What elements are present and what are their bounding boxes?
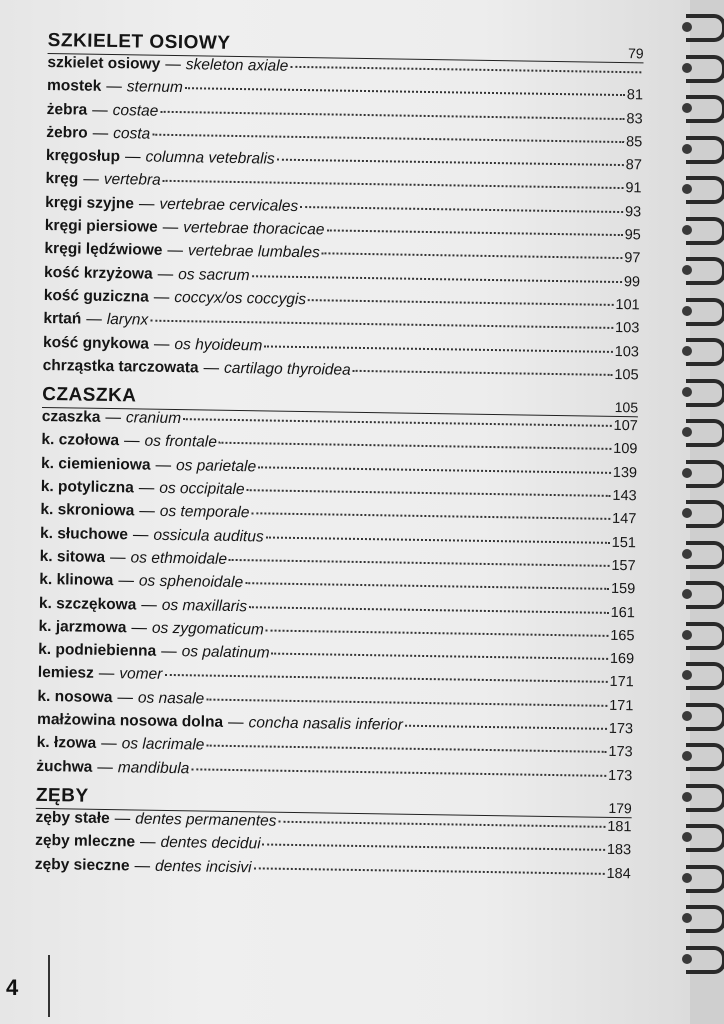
- spiral-coil: [686, 743, 724, 771]
- spiral-coil: [686, 946, 724, 974]
- entry-page-number: 171: [609, 697, 634, 714]
- binding-hole: [682, 427, 692, 437]
- spiral-coil: [686, 257, 724, 285]
- entry-latin-term: ossicula auditus: [153, 526, 264, 546]
- binding-hole: [682, 832, 692, 842]
- dot-leader: [326, 229, 622, 236]
- binding-hole: [682, 508, 692, 518]
- spiral-coil: [686, 419, 724, 447]
- spiral-coil: [686, 703, 724, 731]
- entry-latin-term: mandibula: [117, 758, 190, 777]
- entry-latin-term: costa: [113, 124, 151, 143]
- entry-separator: —: [131, 619, 148, 637]
- entry-page-number: 99: [623, 273, 641, 291]
- entry-page-number: 109: [613, 441, 638, 458]
- entry-page-number: 93: [624, 203, 642, 221]
- dot-leader: [247, 489, 611, 497]
- entry-polish-term: k. jarzmowa: [38, 617, 127, 637]
- dot-leader: [251, 513, 610, 521]
- entry-page-number: 173: [607, 767, 633, 784]
- entry-page-number: 171: [609, 674, 634, 691]
- entry-latin-term: concha nasalis inferior: [248, 714, 403, 734]
- entry-polish-term: chrząstka tarczowata: [42, 356, 199, 377]
- spiral-coil: [686, 95, 724, 123]
- entry-page-number: 173: [608, 720, 634, 738]
- dot-leader: [300, 206, 623, 213]
- dot-leader: [150, 320, 613, 329]
- entry-separator: —: [114, 810, 131, 828]
- binding-hole: [682, 873, 692, 883]
- binding-hole: [682, 22, 692, 32]
- entry-polish-term: żebro: [46, 123, 88, 142]
- entry-latin-term: os nasale: [137, 689, 205, 708]
- entry-latin-term: os maxillaris: [161, 596, 248, 615]
- entry-page-number: 159: [610, 581, 636, 598]
- binding-hole: [682, 265, 692, 275]
- entry-page-number: 173: [608, 744, 633, 761]
- entry-separator: —: [101, 735, 117, 753]
- entry-separator: —: [165, 55, 181, 74]
- entry-page-number: 157: [611, 557, 636, 575]
- dot-leader: [258, 466, 611, 474]
- dot-leader: [266, 536, 610, 543]
- dot-leader: [191, 768, 606, 777]
- entry-page-number: 107: [613, 418, 638, 435]
- binding-hole: [682, 468, 692, 478]
- entry-latin-term: dentes decidui: [160, 834, 261, 853]
- entry-polish-term: kręgi piersiowe: [44, 217, 158, 236]
- entry-polish-term: k. nosowa: [37, 687, 113, 706]
- binding-hole: [682, 63, 692, 73]
- dot-leader: [263, 844, 605, 851]
- entry-latin-term: os zygomaticum: [151, 619, 265, 639]
- entry-separator: —: [162, 218, 179, 237]
- entry-separator: —: [161, 642, 177, 661]
- entry-polish-term: k. sitowa: [39, 547, 106, 566]
- entry-separator: —: [134, 856, 151, 875]
- entry-polish-term: zęby stałe: [35, 808, 110, 827]
- entry-polish-term: mostek: [46, 77, 102, 96]
- entry-polish-term: k. klinowa: [39, 571, 114, 590]
- entry-page-number: 103: [614, 320, 640, 337]
- dot-leader: [163, 180, 624, 189]
- binding-hole: [682, 144, 692, 154]
- entry-latin-term: os parietale: [175, 456, 257, 476]
- entry-separator: —: [139, 502, 155, 521]
- entry-polish-term: kręg: [45, 170, 79, 188]
- page-number: 4: [6, 975, 19, 1000]
- binding-hole: [682, 184, 692, 194]
- entry-separator: —: [83, 171, 99, 189]
- section-title: CZASZKA: [42, 384, 137, 407]
- entry-separator: —: [123, 432, 140, 450]
- entry-polish-term: małżowina nosowa dolna: [36, 710, 224, 731]
- dot-leader: [290, 66, 641, 74]
- entry-page-number: 103: [614, 343, 640, 360]
- entry-latin-term: vomer: [119, 665, 163, 684]
- entry-page-number: 105: [614, 366, 639, 384]
- entry-polish-term: kość guziczna: [43, 286, 149, 306]
- entry-latin-term: os lacrimale: [121, 735, 205, 754]
- binding-hole: [682, 792, 692, 802]
- entry-page-number: 91: [625, 180, 642, 197]
- entry-separator: —: [117, 688, 134, 707]
- entry-page-number: 184: [606, 865, 631, 882]
- entry-page-number: 97: [624, 250, 641, 267]
- table-of-contents: [35, 26, 644, 888]
- entry-polish-term: kręgosłup: [45, 147, 121, 166]
- entry-polish-term: czaszka: [41, 408, 101, 427]
- entry-page-number: 161: [610, 604, 635, 621]
- entry-separator: —: [141, 596, 157, 614]
- entry-page-number: 147: [611, 511, 637, 528]
- spiral-coil: [686, 379, 724, 407]
- spiral-coil: [686, 176, 724, 204]
- entry-polish-term: k. potyliczna: [40, 477, 134, 497]
- dot-leader: [254, 867, 605, 875]
- entry-latin-term: dentes permanentes: [135, 810, 277, 830]
- entry-separator: —: [167, 242, 184, 260]
- spiral-coil: [686, 541, 724, 569]
- entry-separator: —: [227, 713, 244, 732]
- dot-leader: [206, 745, 606, 753]
- entry-polish-term: k. łzowa: [36, 734, 97, 753]
- section-page-number: 79: [627, 45, 644, 62]
- entry-polish-term: kręgi szyjne: [45, 193, 135, 213]
- entry-page-number: 101: [615, 296, 640, 314]
- entry-page-number: 139: [612, 464, 638, 482]
- entry-separator: —: [203, 359, 220, 377]
- dot-leader: [206, 698, 607, 706]
- entry-separator: —: [92, 124, 109, 142]
- spiral-coil: [686, 581, 724, 609]
- dot-leader: [160, 110, 624, 119]
- binding-hole: [682, 711, 692, 721]
- binding-hole: [682, 670, 692, 680]
- entry-latin-term: vertebrae thoracicae: [183, 219, 325, 239]
- entry-polish-term: zęby sieczne: [34, 855, 130, 874]
- section-title: ZĘBY: [35, 784, 89, 807]
- dot-leader: [266, 629, 608, 636]
- entry-latin-term: costae: [112, 101, 159, 120]
- entry-latin-term: os hyoideum: [174, 335, 263, 354]
- section-title: SZKIELET OSIOWY: [47, 29, 231, 54]
- dot-leader: [252, 275, 622, 283]
- entry-page-number: 151: [611, 534, 637, 551]
- entry-polish-term: żebra: [46, 100, 88, 119]
- spiral-coil: [686, 298, 724, 326]
- dot-leader: [185, 87, 625, 96]
- entry-latin-term: os frontale: [144, 433, 218, 452]
- entry-separator: —: [132, 526, 149, 544]
- dot-leader: [277, 159, 624, 166]
- dot-leader: [219, 442, 611, 450]
- dot-leader: [245, 582, 609, 590]
- entry-polish-term: k. skroniowa: [40, 501, 135, 520]
- entry-polish-term: k. ciemieniowa: [40, 454, 151, 474]
- entry-polish-term: zęby mleczne: [35, 832, 136, 851]
- entry-latin-term: os palatinum: [181, 643, 270, 662]
- entry-polish-term: kręgi lędźwiowe: [44, 240, 163, 260]
- spiral-coil: [686, 824, 724, 852]
- spiral-coil: [686, 865, 724, 893]
- entry-page-number: 165: [610, 627, 635, 645]
- dot-leader: [229, 559, 609, 567]
- entry-separator: —: [138, 479, 155, 497]
- entry-page-number: 169: [609, 651, 635, 668]
- entry-latin-term: os sacrum: [178, 265, 250, 284]
- entry-separator: —: [92, 101, 108, 119]
- binding-hole: [682, 913, 692, 923]
- binding-hole: [682, 346, 692, 356]
- entry-separator: —: [139, 833, 156, 851]
- spiral-binding: [684, 0, 724, 1024]
- section-page-number: 105: [614, 399, 639, 416]
- dot-leader: [322, 253, 623, 260]
- entry-latin-term: dentes incisivi: [154, 857, 252, 876]
- dot-leader: [272, 653, 608, 660]
- spiral-coil: [686, 338, 724, 366]
- dot-leader: [249, 606, 609, 614]
- entry-latin-term: coccyx/os coccygis: [174, 288, 307, 309]
- dot-leader: [353, 370, 613, 376]
- entry-latin-term: skeleton axiale: [185, 56, 289, 75]
- entry-polish-term: lemiesz: [37, 664, 94, 683]
- binding-hole: [682, 103, 692, 113]
- binding-hole: [682, 954, 692, 964]
- entry-separator: —: [157, 265, 174, 283]
- entry-latin-term: vertebrae lumbales: [187, 242, 320, 262]
- spiral-coil: [686, 662, 724, 690]
- entry-separator: —: [86, 310, 102, 329]
- entry-separator: —: [138, 195, 155, 213]
- entry-separator: —: [109, 548, 126, 567]
- spiral-coil: [686, 500, 724, 528]
- entry-separator: —: [153, 335, 170, 353]
- entry-latin-term: cranium: [125, 409, 182, 428]
- spiral-coil: [686, 217, 724, 245]
- entry-polish-term: k. szczękowa: [38, 594, 137, 613]
- binding-hole: [682, 306, 692, 316]
- entry-latin-term: cartilago thyroidea: [223, 359, 351, 379]
- entry-latin-term: os ethmoidale: [130, 549, 228, 568]
- dot-leader: [278, 821, 605, 828]
- spiral-coil: [686, 55, 724, 83]
- entry-page-number: 143: [612, 487, 637, 505]
- entry-separator: —: [98, 665, 115, 683]
- entry-polish-term: szkielet osiowy: [47, 53, 161, 73]
- entry-separator: —: [106, 78, 122, 96]
- binding-hole: [682, 549, 692, 559]
- entry-separator: —: [153, 288, 170, 306]
- entry-latin-term: vertebrae cervicales: [159, 195, 299, 215]
- spiral-coil: [686, 136, 724, 164]
- entry-page-number: 183: [606, 842, 632, 859]
- entry-separator: —: [155, 456, 172, 474]
- spiral-coil: [686, 905, 724, 933]
- entry-latin-term: os occipitale: [159, 479, 245, 499]
- entry-polish-term: k. słuchowe: [39, 524, 129, 543]
- entry-polish-term: krtań: [43, 310, 82, 328]
- entry-latin-term: os temporale: [159, 503, 250, 522]
- entry-separator: —: [124, 148, 141, 166]
- entry-page-number: 95: [624, 227, 641, 244]
- dot-leader: [308, 299, 613, 306]
- dot-leader: [264, 345, 612, 352]
- entry-latin-term: sternum: [126, 78, 183, 97]
- entry-page-number: 83: [626, 110, 643, 127]
- entry-page-number: 85: [625, 133, 643, 151]
- binding-hole: [682, 589, 692, 599]
- dot-leader: [164, 674, 607, 683]
- entry-separator: —: [97, 758, 113, 776]
- entry-separator: —: [118, 572, 135, 590]
- entry-latin-term: os sphenoidale: [138, 572, 244, 592]
- binding-hole: [682, 630, 692, 640]
- dot-leader: [152, 134, 624, 143]
- binding-hole: [682, 225, 692, 235]
- spiral-coil: [686, 784, 724, 812]
- entry-polish-term: kość gnykowa: [42, 333, 150, 353]
- section-page-number: 179: [608, 799, 632, 817]
- binding-hole: [682, 387, 692, 397]
- entry-page-number: 87: [625, 157, 643, 174]
- entry-page-number: 181: [607, 818, 632, 836]
- entry-latin-term: vertebra: [103, 171, 161, 190]
- spiral-coil: [686, 14, 724, 42]
- entry-separator: —: [105, 409, 122, 427]
- entry-polish-term: k. czołowa: [41, 431, 120, 450]
- spiral-coil: [686, 460, 724, 488]
- entry-polish-term: kość krzyżowa: [43, 263, 153, 283]
- entry-polish-term: żuchwa: [36, 757, 93, 776]
- entry-polish-term: k. podniebienna: [38, 641, 157, 660]
- spiral-coil: [686, 622, 724, 650]
- dot-leader: [183, 418, 612, 427]
- dot-leader: [405, 725, 607, 730]
- binding-hole: [682, 751, 692, 761]
- entry-latin-term: columna vetebralis: [145, 148, 275, 168]
- entry-latin-term: larynx: [106, 311, 149, 329]
- entry-page-number: 81: [626, 87, 644, 104]
- footer-rule: [48, 955, 50, 1017]
